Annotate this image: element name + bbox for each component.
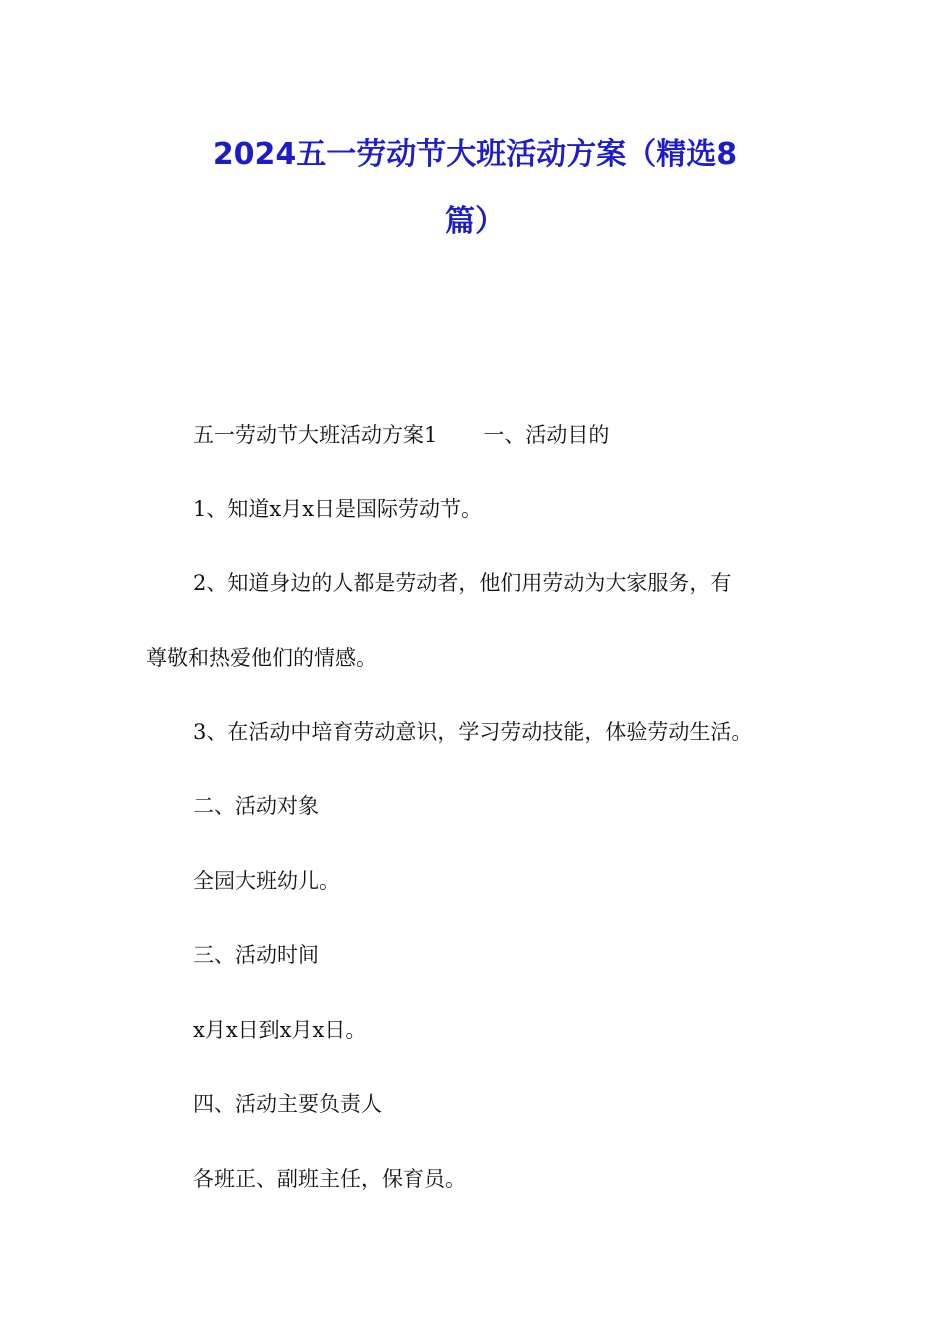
section-2-heading: 二、活动对象 bbox=[193, 794, 319, 818]
section-4-heading: 四、活动主要负责人 bbox=[193, 1092, 382, 1116]
plan-heading: 五一劳动节大班活动方案1 bbox=[193, 423, 438, 447]
plan-heading-row bbox=[193, 423, 609, 447]
section-1-heading: 一、活动目的 bbox=[483, 423, 610, 447]
goal-2-line-2: 尊敬和热爱他们的情感。 bbox=[146, 646, 377, 670]
document-title-line-1: 2024五一劳动节大班活动方案（精选8 bbox=[212, 137, 738, 172]
goal-2-line-1: 2、知道身边的人都是劳动者，他们用劳动为大家服务，有 bbox=[193, 571, 732, 595]
document-title-line-2: 篇） bbox=[445, 204, 505, 239]
goal-3: 3、在活动中培育劳动意识，学习劳动技能，体验劳动生活。 bbox=[193, 720, 753, 744]
section-3-body: x月x日到x月x日。 bbox=[193, 1018, 367, 1042]
section-3-heading: 三、活动时间 bbox=[193, 943, 319, 967]
section-4-body: 各班正、副班主任，保育员。 bbox=[193, 1167, 466, 1191]
section-2-body: 全园大班幼儿。 bbox=[193, 869, 340, 893]
goal-1: 1、知道x月x日是国际劳动节。 bbox=[193, 497, 483, 521]
